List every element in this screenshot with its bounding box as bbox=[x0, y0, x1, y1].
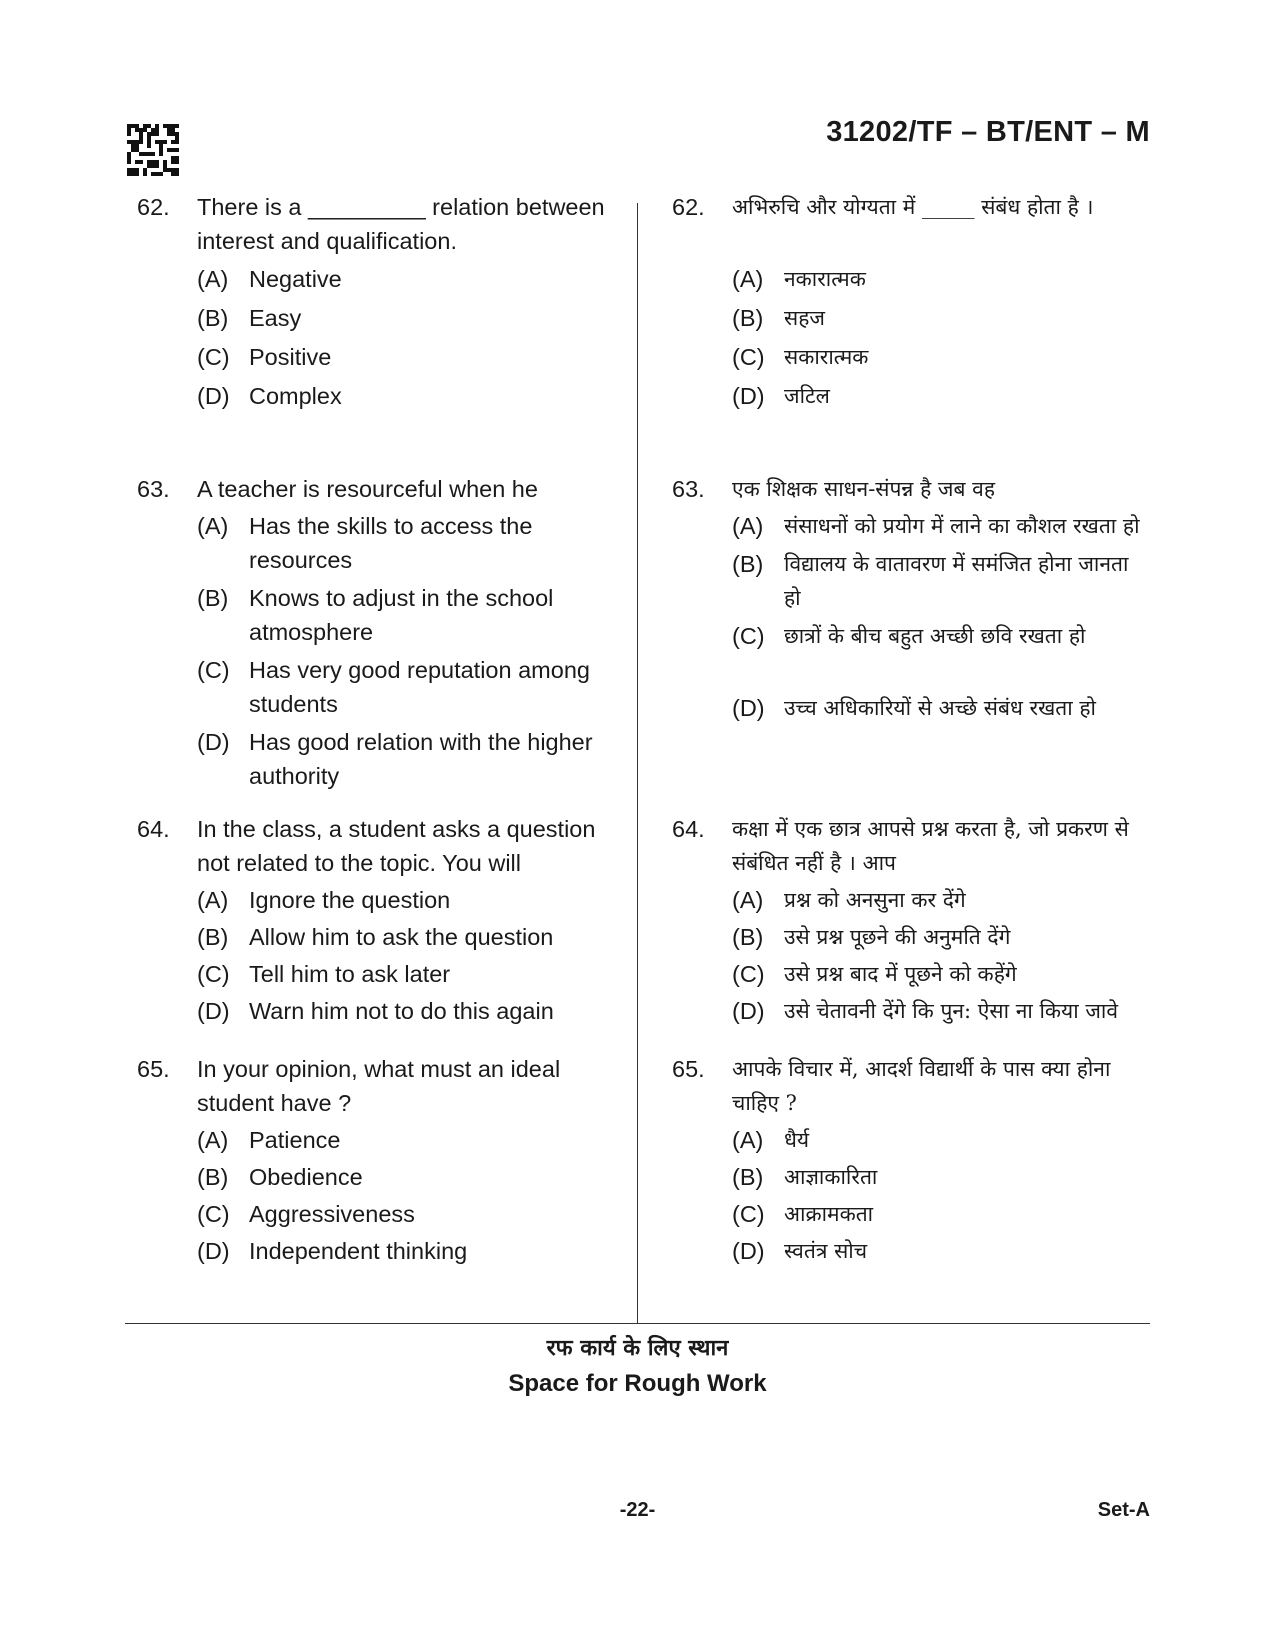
option-d bbox=[197, 379, 617, 413]
option-text: उसे प्रश्न पूछने की अनुमति देंगे bbox=[784, 925, 1011, 949]
option-c bbox=[732, 619, 1150, 653]
question-number: 63. bbox=[137, 476, 170, 502]
option-d bbox=[732, 691, 1150, 725]
option-letter: (C) bbox=[197, 961, 230, 987]
option-text: Negative bbox=[249, 266, 342, 292]
option-c bbox=[197, 957, 617, 991]
option-d bbox=[197, 1234, 617, 1268]
option-d bbox=[732, 379, 1150, 413]
rough-work-label-hindi: रफ कार्य के लिए स्थान bbox=[546, 1335, 729, 1361]
question-63-hi bbox=[672, 472, 1150, 725]
option-text: Patience bbox=[249, 1127, 341, 1153]
question-63-en bbox=[137, 472, 617, 793]
option-text: धैर्य bbox=[784, 1128, 810, 1152]
question-number: 63. bbox=[672, 476, 705, 502]
qr-code bbox=[127, 124, 179, 176]
question-text: There is a _________ relation between interest and qualification. bbox=[197, 194, 605, 254]
option-text: Warn him not to do this again bbox=[249, 998, 554, 1024]
option-text: Positive bbox=[249, 344, 332, 370]
option-text: आक्रामकता bbox=[784, 1202, 874, 1226]
option-text: Allow him to ask the question bbox=[249, 924, 554, 950]
option-letter: (B) bbox=[197, 924, 229, 950]
option-letter: (B) bbox=[732, 924, 764, 950]
question-text: In the class, a student asks a question not related to the topic. You will bbox=[197, 816, 596, 876]
option-a bbox=[732, 883, 1150, 917]
option-text: Independent thinking bbox=[249, 1238, 468, 1264]
option-c bbox=[197, 340, 617, 374]
option-text: उच्च अधिकारियों से अच्छे संबंध रखता हो bbox=[784, 696, 1096, 720]
option-letter: (C) bbox=[197, 344, 230, 370]
option-letter: (D) bbox=[197, 729, 230, 755]
set-label: Set-A bbox=[1097, 1499, 1150, 1521]
option-text: स्वतंत्र सोच bbox=[784, 1239, 868, 1263]
question-text: आपके विचार में, आदर्श विद्यार्थी के पास क्या होना चाहिए ? bbox=[732, 1057, 1111, 1115]
option-letter: (B) bbox=[197, 585, 229, 611]
footer-rule bbox=[125, 1323, 1150, 1324]
option-a bbox=[732, 509, 1150, 543]
question-text: एक शिक्षक साधन-संपन्न है जब वह bbox=[732, 477, 995, 501]
option-text: Has very good reputation among students bbox=[249, 657, 590, 717]
option-text: Has good relation with the higher authority bbox=[249, 729, 593, 789]
option-a bbox=[197, 509, 617, 577]
paper-code: 31202/TF – BT/ENT – M bbox=[826, 116, 1150, 148]
question-64-en bbox=[137, 812, 617, 1028]
option-text: जटिल bbox=[784, 384, 830, 408]
option-b bbox=[197, 581, 617, 649]
option-letter: (B) bbox=[732, 551, 764, 577]
option-letter: (C) bbox=[732, 623, 765, 649]
option-b bbox=[732, 301, 1150, 335]
option-letter: (D) bbox=[732, 695, 765, 721]
option-d bbox=[732, 994, 1150, 1028]
option-letter: (A) bbox=[197, 513, 229, 539]
question-text: कक्षा में एक छात्र आपसे प्रश्न करता है, जो प्रकरण से संबंधित नहीं है । आप bbox=[732, 817, 1129, 875]
option-text: विद्यालय के वातावरण में समंजित होना जानता हो bbox=[784, 552, 1129, 610]
option-b bbox=[197, 301, 617, 335]
question-number: 65. bbox=[137, 1056, 170, 1082]
option-text: Obedience bbox=[249, 1164, 363, 1190]
question-text: अभिरुचि और योग्यता में _____ संबंध होता है । bbox=[732, 195, 1094, 219]
option-letter: (A) bbox=[197, 266, 229, 292]
option-text: संसाधनों को प्रयोग में लाने का कौशल रखता हो bbox=[784, 514, 1140, 538]
option-letter: (D) bbox=[197, 383, 230, 409]
option-a bbox=[197, 1123, 617, 1157]
option-letter: (D) bbox=[732, 998, 765, 1024]
option-letter: (D) bbox=[732, 1238, 765, 1264]
option-text: Tell him to ask later bbox=[249, 961, 451, 987]
option-letter: (A) bbox=[197, 887, 229, 913]
option-letter: (A) bbox=[732, 1127, 764, 1153]
option-text: नकारात्मक bbox=[784, 267, 866, 291]
option-a bbox=[732, 1123, 1150, 1157]
option-letter: (A) bbox=[732, 266, 764, 292]
option-b bbox=[732, 1160, 1150, 1194]
option-d bbox=[197, 994, 617, 1028]
page-number: -22- bbox=[619, 1499, 656, 1521]
option-c bbox=[732, 340, 1150, 374]
option-c bbox=[732, 957, 1150, 991]
option-text: आज्ञाकारिता bbox=[784, 1165, 878, 1189]
question-number: 65. bbox=[672, 1056, 705, 1082]
option-text: सकारात्मक bbox=[784, 345, 869, 369]
option-a bbox=[197, 883, 617, 917]
option-c bbox=[732, 1197, 1150, 1231]
option-a bbox=[197, 262, 617, 296]
option-text: छात्रों के बीच बहुत अच्छी छवि रखता हो bbox=[784, 624, 1086, 648]
option-text: Complex bbox=[249, 383, 342, 409]
option-letter: (A) bbox=[732, 887, 764, 913]
question-65-en bbox=[137, 1052, 617, 1268]
option-text: उसे प्रश्न बाद में पूछने को कहेंगे bbox=[784, 962, 1017, 986]
option-b bbox=[732, 547, 1150, 615]
option-text: Knows to adjust in the school atmosphere bbox=[249, 585, 554, 645]
option-letter: (D) bbox=[732, 383, 765, 409]
question-number: 64. bbox=[137, 816, 170, 842]
option-letter: (B) bbox=[197, 1164, 229, 1190]
option-c bbox=[197, 1197, 617, 1231]
option-text: Ignore the question bbox=[249, 887, 451, 913]
question-text: In your opinion, what must an ideal student have ? bbox=[197, 1056, 561, 1116]
question-number: 64. bbox=[672, 816, 705, 842]
question-62-en bbox=[137, 190, 617, 413]
question-text: A teacher is resourceful when he bbox=[197, 476, 538, 502]
option-text: Easy bbox=[249, 305, 302, 331]
option-b bbox=[732, 920, 1150, 954]
option-letter: (C) bbox=[197, 657, 230, 683]
option-letter: (D) bbox=[197, 1238, 230, 1264]
question-number: 62. bbox=[137, 194, 170, 220]
option-letter: (D) bbox=[197, 998, 230, 1024]
option-letter: (B) bbox=[732, 305, 764, 331]
question-number: 62. bbox=[672, 194, 705, 220]
option-letter: (C) bbox=[732, 1201, 765, 1227]
option-letter: (C) bbox=[197, 1201, 230, 1227]
option-text: उसे चेतावनी देंगे कि पुन: ऐसा ना किया जावे bbox=[784, 999, 1119, 1023]
option-text: Has the skills to access the resources bbox=[249, 513, 533, 573]
option-b bbox=[197, 1160, 617, 1194]
option-letter: (C) bbox=[732, 344, 765, 370]
rough-work-label: Space for Rough Work bbox=[508, 1370, 767, 1397]
option-d bbox=[197, 725, 617, 793]
option-text: Aggressiveness bbox=[249, 1201, 415, 1227]
question-65-hi bbox=[672, 1052, 1150, 1268]
question-64-hi bbox=[672, 812, 1150, 1028]
option-letter: (A) bbox=[732, 513, 764, 539]
question-62-hi bbox=[672, 190, 1150, 413]
option-letter: (A) bbox=[197, 1127, 229, 1153]
option-b bbox=[197, 920, 617, 954]
column-divider bbox=[637, 203, 638, 1323]
option-text: प्रश्न को अनसुना कर देंगे bbox=[784, 888, 966, 912]
option-letter: (B) bbox=[732, 1164, 764, 1190]
option-letter: (C) bbox=[732, 961, 765, 987]
option-d bbox=[732, 1234, 1150, 1268]
option-c bbox=[197, 653, 617, 721]
option-a bbox=[732, 262, 1150, 296]
option-letter: (B) bbox=[197, 305, 229, 331]
option-text: सहज bbox=[784, 306, 825, 330]
